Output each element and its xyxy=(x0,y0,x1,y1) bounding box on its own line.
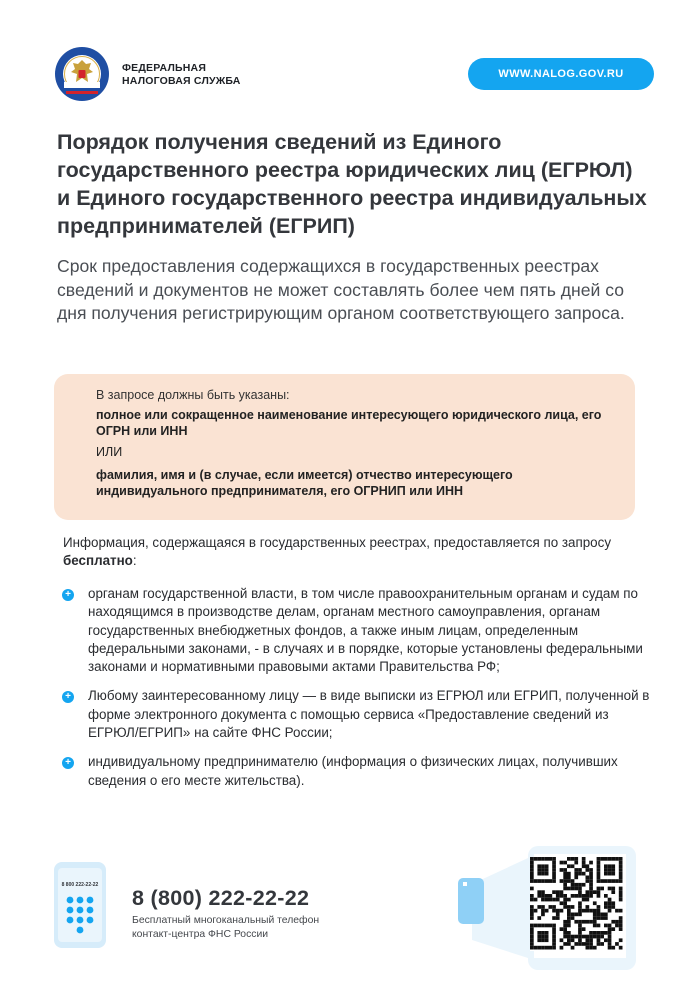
request-or-divider: ИЛИ xyxy=(96,445,123,459)
request-option-entrepreneur: фамилия, имя и (в случае, если имеется) отчество интересующего индивидуального предпринимателя, его ОГРНИП или ИНН xyxy=(96,468,513,498)
info-paragraph xyxy=(63,534,623,570)
hotline-caption-line2: контакт-центра ФНС России xyxy=(132,928,269,940)
phone-screen-number: 8 800 222-22-22 xyxy=(61,882,99,888)
plus-bullet-icon: + xyxy=(62,589,74,601)
qr-code-icon xyxy=(530,854,626,958)
page-title: Порядок получения сведений из Единого государственного реестра юридических лиц (ЕГРЮЛ) и Единого государственного реестра индивидуальных предпринимателей (ЕГРИП) xyxy=(57,130,647,238)
org-name-line1: ФЕДЕРАЛЬНАЯ xyxy=(122,62,207,74)
list-item-text: органам государственной власти, в том числе правоохранительным органам и судам по находящимся в производстве делам, органам местного самоуправления, органам государственных внебюджетных фондов, а также иным лицам, определенным федеральными законами, - в случаях и в порядке, которые установлены федеральными законами и нормативными правовыми актами Правительства РФ; xyxy=(88,586,643,675)
recipients-list xyxy=(62,585,652,801)
org-name-line2: НАЛОГОВАЯ СЛУЖБА xyxy=(122,75,241,87)
hotline-caption-line1: Бесплатный многоканальный телефон xyxy=(132,915,320,926)
hotline-phone-number[interactable]: 8 (800) 222-22-22 xyxy=(132,886,310,910)
list-item xyxy=(62,585,652,676)
request-option-legal-entity: полное или сокращенное наименование интересующего юридического лица, его ОГРН или ИНН xyxy=(96,408,602,438)
list-item-text: Любому заинтересованному лицу — в виде выписки из ЕГРЮЛ или ЕГРИП, полученной в форме электронного документа с помощью сервиса «Предоставление сведений из ЕГРЮЛ/ЕГРИП» на сайте ФНС России; xyxy=(88,688,650,741)
hotline-caption xyxy=(132,914,392,941)
list-item xyxy=(62,687,652,742)
plus-bullet-icon: + xyxy=(62,691,74,703)
plus-bullet-icon: + xyxy=(62,757,74,769)
info-suffix: : xyxy=(132,553,137,568)
website-link[interactable]: WWW.NALOG.GOV.RU xyxy=(468,58,654,90)
fns-emblem-icon xyxy=(54,46,110,102)
header xyxy=(54,46,654,108)
list-item-text: индивидуальному предпринимателю (информация о физических лицах, получивших сведения о его месте жительства). xyxy=(88,754,618,788)
org-name xyxy=(122,62,241,88)
phone-icon xyxy=(54,862,106,948)
info-emphasis: бесплатно xyxy=(63,553,133,568)
smartphone-icon xyxy=(458,878,484,924)
list-item xyxy=(62,753,652,790)
request-requirements-box xyxy=(54,374,635,520)
info-text: Информация, содержащаяся в государственных реестрах, предоставляется по запросу xyxy=(63,535,612,550)
lead-paragraph: Срок предоставления содержащихся в государственных реестрах сведений и документов не может составлять более чем пять дней со дня получения регистрирующим органом соответствующего запроса. xyxy=(57,256,625,323)
qr-code-panel xyxy=(450,846,640,970)
request-box-intro: В запросе должны быть указаны: xyxy=(96,388,290,402)
